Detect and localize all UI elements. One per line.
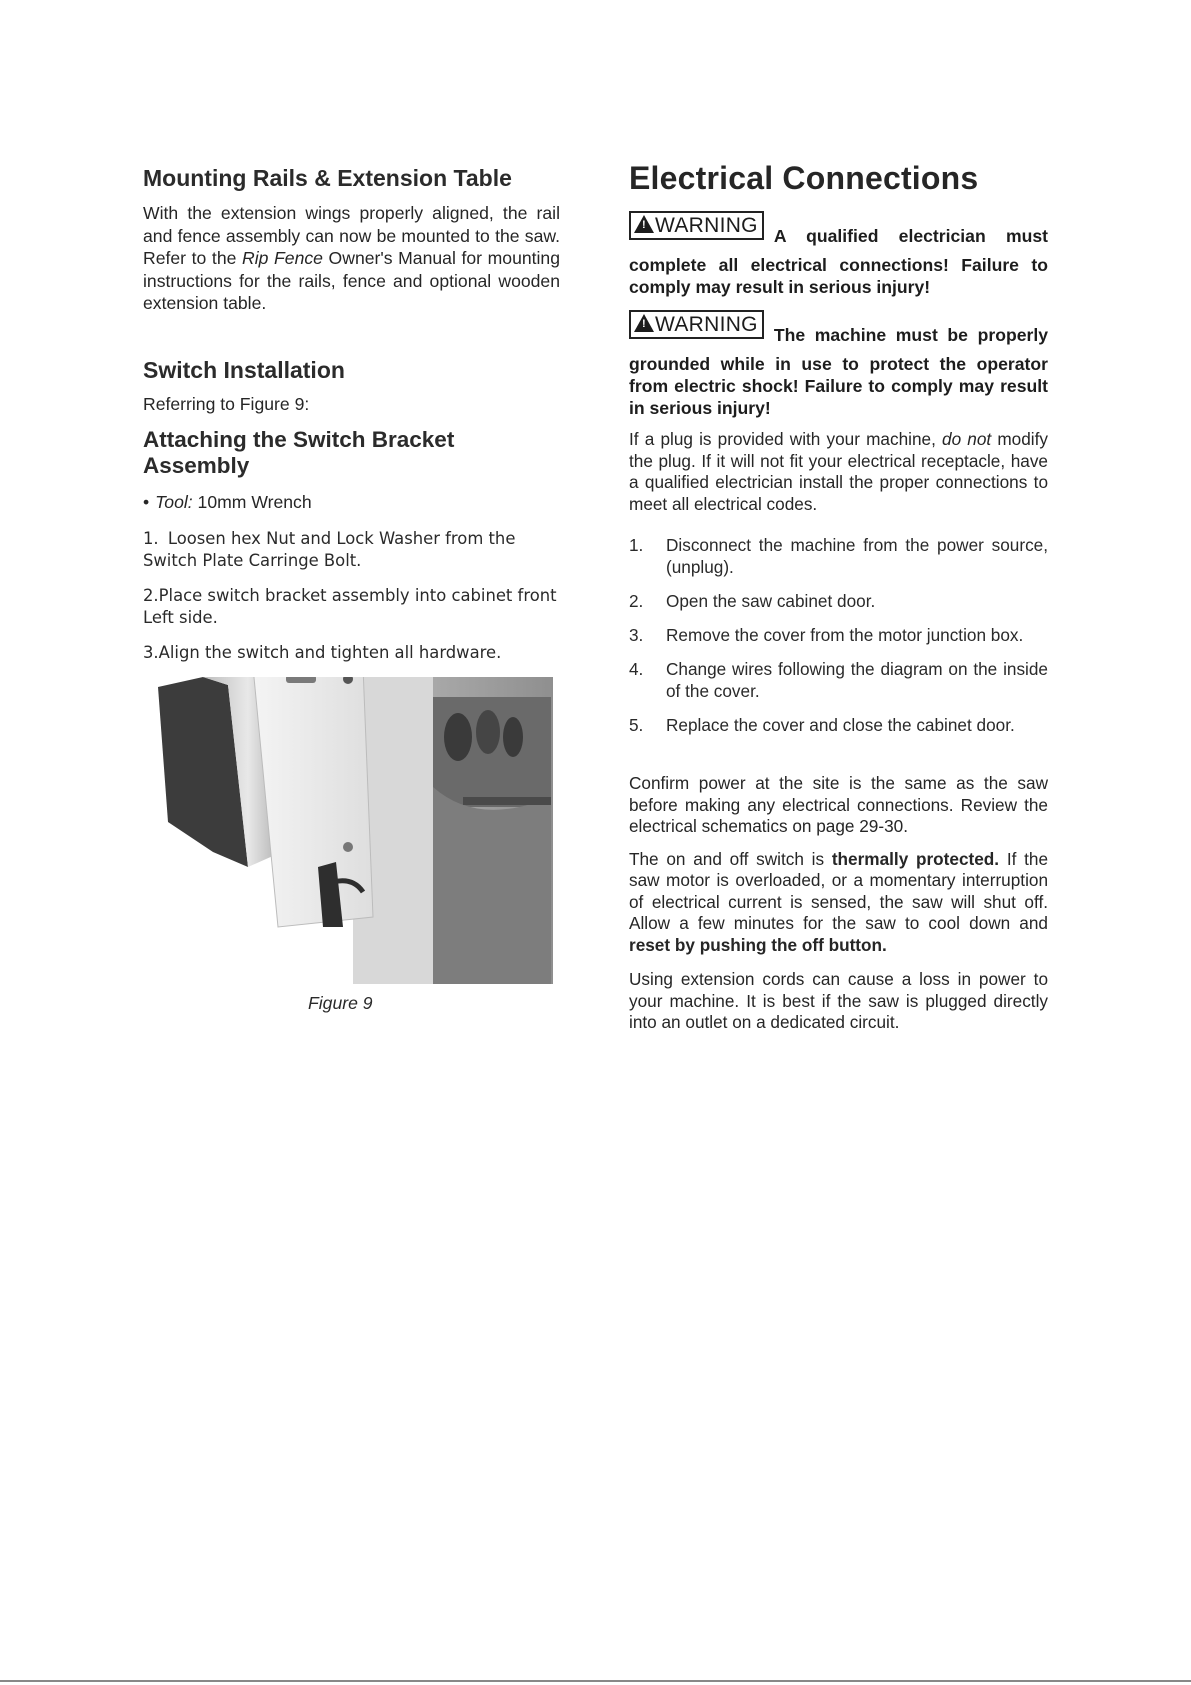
list-item	[629, 714, 1048, 736]
list-item	[629, 658, 1048, 702]
thermal-text-a: The on and off switch is	[629, 848, 832, 869]
extension-paragraph: Using extension cords can cause a loss in power to your machine. It is best if the saw is plugged directly into an outlet on a dedicated circuit.	[629, 969, 1048, 1032]
list-item	[629, 590, 1048, 612]
right-column	[629, 160, 1048, 1034]
figure-caption: Figure 9	[308, 993, 373, 1013]
step-number: 1.	[629, 535, 644, 555]
step-number: 3.	[629, 625, 644, 645]
referring-text: Referring to Figure 9:	[143, 393, 310, 414]
bullet: •	[143, 492, 150, 512]
warning-badge	[629, 310, 764, 339]
bracket-steps	[143, 528, 560, 664]
tool-value: 10mm Wrench	[192, 492, 312, 512]
tool-label: Tool:	[155, 492, 193, 512]
warning-2	[629, 310, 1048, 418]
warning-1-text: A qualified electrician must complete all electrical connections! Failure to comply may result in serious injury!	[629, 226, 1048, 297]
mounting-paragraph	[143, 202, 560, 315]
step-text: Place switch bracket assembly into cabinet front Left side.	[143, 585, 557, 627]
step-number: 2.	[629, 591, 644, 611]
step-number: 5.	[629, 715, 644, 735]
electrical-steps	[629, 534, 1048, 736]
list-item	[143, 642, 560, 664]
thermally-protected-bold: thermally protected.	[831, 848, 1000, 869]
electrical-heading: Electrical Connections	[629, 160, 979, 196]
list-item	[629, 534, 1048, 578]
warning-triangle-icon: !	[634, 314, 654, 332]
plug-text-a: If a plug is provided with your machine,	[629, 429, 943, 449]
warning-badge	[629, 211, 764, 240]
list-item	[629, 624, 1048, 646]
warning-triangle-icon: !	[634, 215, 654, 233]
bottom-rule	[0, 1680, 1191, 1682]
step-number: 4.	[629, 659, 644, 679]
list-item	[143, 528, 560, 572]
step-text: Align the switch and tighten all hardware.	[158, 642, 502, 662]
step-number: 3.	[143, 642, 159, 662]
warning-2-text: The machine must be properly grounded while in use to protect the operator from electric shock! Failure to comply may result in serious injury!	[629, 325, 1048, 418]
warning-1	[629, 211, 1048, 297]
mounting-heading: Mounting Rails & Extension Table	[143, 165, 512, 191]
tool-line	[143, 491, 560, 514]
confirm-paragraph: Confirm power at the site is the same as the saw before making any electrical connections. Review the electrical schematics on page 29-30.	[629, 773, 1048, 836]
switch-heading: Switch Installation	[143, 356, 345, 383]
bracket-heading: Attaching the Switch Bracket Assembly	[143, 427, 455, 478]
step-text: Disconnect the machine from the power source, (unplug).	[666, 535, 1048, 577]
warning-label: WARNING	[655, 214, 758, 237]
step-text: Change wires following the diagram on the inside of the cover.	[666, 659, 1048, 701]
step-number: 2.	[143, 585, 159, 605]
step-text: Open the saw cabinet door.	[666, 591, 876, 611]
mounting-text-b: Owner's Manual for mounting instructions for the rails, fence and optional wooden extension table.	[143, 248, 560, 313]
list-item	[143, 585, 560, 629]
reset-bold: reset by pushing the off button.	[629, 934, 887, 955]
switch-bracket-photo	[158, 677, 553, 984]
thermal-paragraph	[629, 849, 1048, 957]
step-text: Replace the cover and close the cabinet door.	[666, 715, 1015, 735]
mounting-text-a: With the extension wings properly aligned, the rail and fence assembly can now be mounted to the saw. Refer to the	[143, 203, 560, 268]
step-text: Remove the cover from the motor junction box.	[666, 625, 1024, 645]
plug-paragraph	[629, 429, 1048, 515]
step-number: 1.	[143, 528, 159, 548]
warning-label: WARNING	[655, 313, 758, 336]
rip-fence-italic: Rip Fence	[242, 248, 323, 268]
left-column	[143, 165, 560, 664]
do-not-italic: do not	[942, 429, 992, 449]
thermal-text-b: If the saw motor is overloaded, or a momentary interruption of electrical current is sensed, the saw will shut off. Allow a few minutes for the saw to cool down and	[629, 848, 1049, 933]
plug-text-b: modify the plug. If it will not fit your electrical receptacle, have a qualified electrician install the proper connections to meet all electrical codes.	[629, 429, 1048, 514]
step-text: Loosen hex Nut and Lock Washer from the Switch Plate Carringe Bolt.	[143, 528, 516, 570]
